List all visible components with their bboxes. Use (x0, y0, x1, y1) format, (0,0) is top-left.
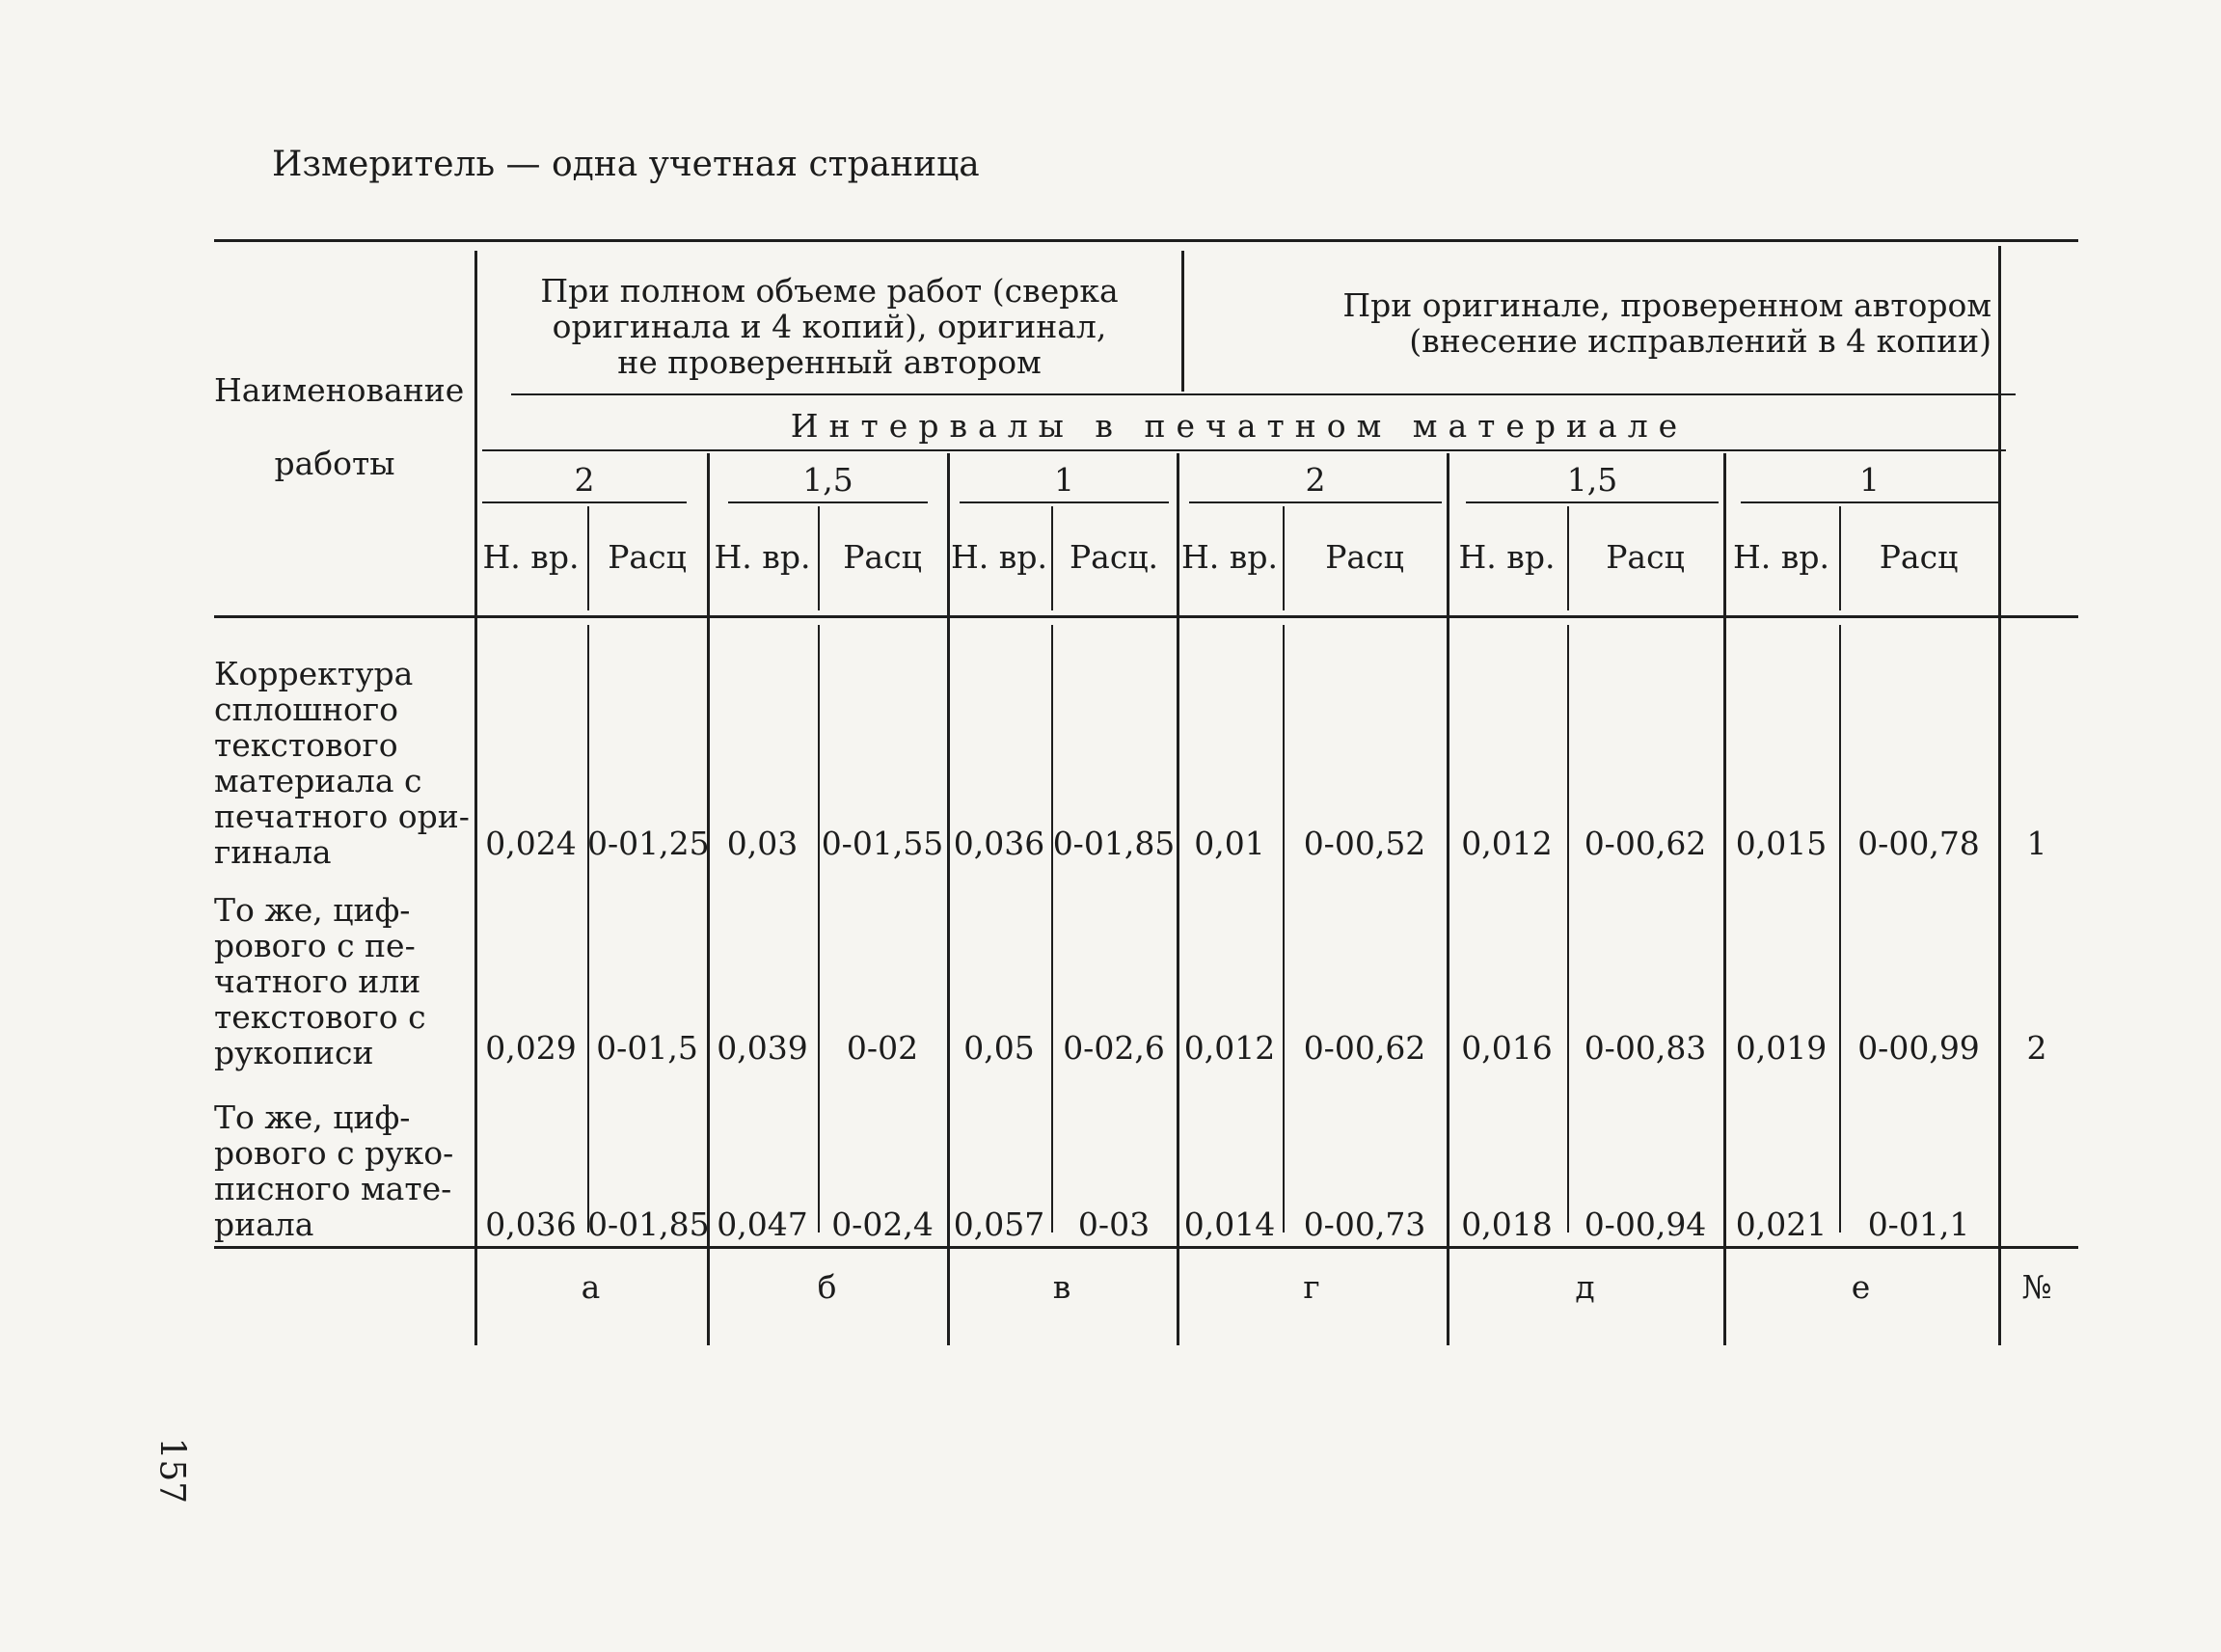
interval-underline (482, 501, 687, 503)
row-name-line: То же, циф- (214, 891, 411, 929)
value-cell: 0,029 (485, 1029, 577, 1067)
column-subheader: Н. вр. (714, 538, 811, 576)
vline-subcol-body (1839, 625, 1841, 1232)
row-name-line: писного мате- (214, 1170, 452, 1207)
column-letter: е (1851, 1268, 1871, 1306)
value-cell: 0,039 (717, 1029, 808, 1067)
value-cell: 0-02,4 (831, 1205, 934, 1243)
row-name-line: текстового (214, 726, 398, 764)
value-cell: 0,018 (1461, 1205, 1553, 1243)
vline-group-divider (1181, 251, 1184, 392)
value-cell: 0,036 (953, 825, 1045, 862)
page-title: Измеритель — одна учетная страница (272, 145, 980, 184)
value-cell: 0,021 (1735, 1205, 1828, 1243)
value-cell: 0,057 (953, 1205, 1045, 1243)
value-cell: 0,015 (1735, 825, 1828, 862)
column-subheader: Расц (608, 538, 687, 576)
vline-subcol-body (1283, 625, 1285, 1232)
row-name (214, 1099, 474, 1242)
column-subheader: Расц. (1069, 538, 1159, 576)
group1-header-line: оригинала и 4 копий), оригинал, (552, 308, 1107, 345)
group2-header-line: При оригинале, проверенном автором (1342, 286, 1991, 324)
column-subheader: Н. вр. (1458, 538, 1556, 576)
row-name-line: рукописи (214, 1034, 374, 1071)
column-letter: а (581, 1268, 601, 1306)
row-name-line: То же, циф- (214, 1098, 411, 1136)
value-cell: 0,012 (1461, 825, 1553, 862)
value-cell: 0-00,94 (1584, 1205, 1707, 1243)
group1-header-line: не проверенный автором (617, 343, 1042, 381)
column-subheader: Н. вр. (1181, 538, 1278, 576)
rule-body-bottom (214, 1246, 2078, 1249)
vline-name-col (474, 251, 477, 1345)
interval-value: 2 (1305, 461, 1326, 499)
interval-underline (1741, 501, 1998, 503)
interval-value: 1 (1054, 461, 1074, 499)
column-letter: г (1303, 1268, 1320, 1306)
value-cell: 0,024 (485, 825, 577, 862)
value-cell: 0,03 (726, 825, 799, 862)
value-cell: 0,05 (963, 1029, 1035, 1067)
interval-value: 2 (574, 461, 595, 499)
rule-intervals-bottom (482, 449, 2006, 451)
row-name-line: печатного ори- (214, 798, 470, 835)
row-name-line: текстового с (214, 998, 426, 1036)
row-name-line: сплошного (214, 691, 399, 728)
vline-subcol-body (587, 625, 589, 1232)
intervals-header: Интервалы в печатном материале (790, 407, 1689, 445)
value-cell: 0-01,85 (587, 1205, 710, 1243)
column-subheader: Н. вр. (482, 538, 580, 576)
rule-header-bottom (214, 615, 2078, 618)
value-cell: 0-01,55 (821, 825, 944, 862)
group2-header-line: (внесение исправлений в 4 копии) (1409, 322, 1991, 360)
column-subheader: Н. вр. (951, 538, 1047, 576)
column-subheader: Н. вр. (1733, 538, 1829, 576)
value-cell: 0-00,78 (1857, 825, 1980, 862)
column-subheader: Расц (1606, 538, 1685, 576)
value-cell: 0-03 (1077, 1205, 1151, 1243)
interval-underline (1466, 501, 1719, 503)
value-cell: 0,019 (1735, 1029, 1828, 1067)
interval-value: 1,5 (1566, 461, 1618, 499)
row-name-line: чатного или (214, 962, 421, 1000)
group1-header-line: При полном объеме работ (сверка (540, 272, 1119, 310)
value-cell: 0-02,6 (1063, 1029, 1165, 1067)
value-cell: 0,012 (1183, 1029, 1276, 1067)
value-cell: 0-01,1 (1867, 1205, 1970, 1243)
rule-top (214, 239, 2078, 242)
row-number: 1 (2026, 825, 2047, 862)
row-name-line: материала с (214, 762, 422, 799)
column-subheader: Расц (843, 538, 922, 576)
value-cell: 0-00,62 (1303, 1029, 1426, 1067)
name-header-line: Наименование (214, 371, 465, 409)
row-name-line: Корректура (214, 655, 414, 692)
column-subheader: Расц (1325, 538, 1404, 576)
value-cell: 0-01,25 (587, 825, 710, 862)
row-name-line: рового с пе- (214, 927, 416, 964)
vline-right (1998, 246, 2001, 1345)
number-header: № (2021, 1268, 2052, 1306)
value-cell: 0-00,73 (1303, 1205, 1426, 1243)
vline-subcol-body (818, 625, 820, 1232)
vline-subcol-body (1567, 625, 1569, 1232)
row-name-line: рового с руко- (214, 1134, 454, 1172)
value-cell: 0-00,83 (1584, 1029, 1707, 1067)
interval-value: 1,5 (802, 461, 853, 499)
column-subheader: Расц (1879, 538, 1959, 576)
row-name-line: гинала (214, 833, 332, 871)
value-cell: 0-01,5 (596, 1029, 698, 1067)
value-cell: 0,014 (1183, 1205, 1276, 1243)
value-cell: 0,016 (1461, 1029, 1553, 1067)
vline-subcol-body (1051, 625, 1053, 1232)
interval-value: 1 (1859, 461, 1880, 499)
row-name (214, 656, 474, 870)
value-cell: 0-00,52 (1303, 825, 1426, 862)
row-number: 2 (2026, 1029, 2047, 1067)
value-cell: 0,036 (485, 1205, 577, 1243)
value-cell: 0-00,99 (1857, 1029, 1980, 1067)
name-header-line: работы (274, 445, 395, 482)
value-cell: 0,047 (717, 1205, 808, 1243)
value-cell: 0,01 (1194, 825, 1265, 862)
row-name (214, 892, 474, 1070)
interval-underline (1189, 501, 1442, 503)
page-number: 157 (151, 1437, 192, 1504)
row-name-line: риала (214, 1205, 314, 1243)
rule-group-bottom (511, 393, 2016, 395)
value-cell: 0-02 (846, 1029, 919, 1067)
column-letter: д (1575, 1268, 1595, 1306)
column-letter: в (1052, 1268, 1071, 1306)
interval-underline (728, 501, 928, 503)
value-cell: 0-00,62 (1584, 825, 1707, 862)
value-cell: 0-01,85 (1052, 825, 1176, 862)
column-letter: б (817, 1268, 837, 1306)
interval-underline (960, 501, 1169, 503)
